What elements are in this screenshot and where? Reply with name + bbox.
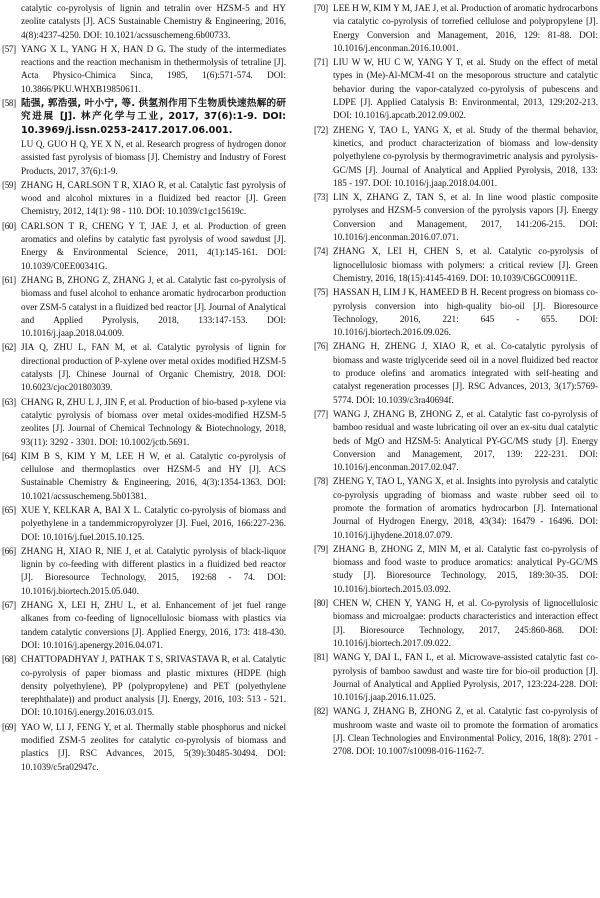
reference-entry xyxy=(314,56,598,122)
reference-number: [57] xyxy=(2,43,16,54)
reference-entry xyxy=(314,408,598,474)
reference-number: [77] xyxy=(314,408,328,419)
reference-text: YANG X L, YANG H X, HAN D G. The study of the intermediates reactions and the reaction mechanism in thethermolysis of tetraline [J]. Acta Physico-Chimica Sinca, 1985, 1(6):571-574. DOI: 10.3866/PKU.WHXB19850611. xyxy=(21,43,286,94)
reference-entry xyxy=(314,543,598,596)
reference-entry xyxy=(314,245,598,285)
reference-number: [76] xyxy=(314,341,328,352)
reference-entry xyxy=(2,599,286,652)
reference-number: [62] xyxy=(2,342,16,353)
reference-text: JIA Q, ZHU L, FAN M, et al. Catalytic pyrolysis of lignin for directional production of P-xylene over metal oxides modified HZSM-5 catalysts [J]. Chinese Journal of Organic Chemistry, 2018. DOI: 10.6023/cjoc201803039. xyxy=(21,342,286,393)
reference-text: CARLSON T R, CHENG Y T, JAE J, et al. Production of green aromatics and olefins by catalytic fast pyrolysis of wood sawdust [J]. Energy & Environmental Science, 2011, 4(1):145-161. DOI: 10.1039/C0EE00341G. xyxy=(21,220,286,271)
reference-number: [61] xyxy=(2,274,16,285)
reference-entry xyxy=(2,721,286,774)
reference-entry xyxy=(314,651,598,704)
reference-text: KIM B S, KIM Y M, LEE H W, et al. Catalytic co-pyrolysis of cellulose and thermoplastics over HZSM-5 and HY [J]. ACS Sustainable Chemistry & Engineering, 2016, 4(3):1354-1363. DOI: 10.1021/acssuschemeng.5b01381. xyxy=(21,450,286,501)
reference-entry xyxy=(2,97,286,137)
reference-entry xyxy=(314,286,598,339)
reference-column-left xyxy=(2,2,286,775)
reference-number: [67] xyxy=(2,600,16,611)
reference-text: 陆强, 郭浩强, 叶小宁, 等. 供氢剂作用下生物质快速热解的研究进展 [J]. 林产化学与工业, 2017, 37(6):1-9. DOI: 10.3969/j.issn.0253-2417.2017.06.001. xyxy=(21,98,286,136)
reference-entry xyxy=(2,545,286,598)
reference-number: [71] xyxy=(314,57,328,68)
reference-number: [64] xyxy=(2,450,16,461)
reference-entry xyxy=(2,179,286,219)
reference-entry xyxy=(2,504,286,544)
reference-number: [66] xyxy=(2,545,16,556)
reference-entry xyxy=(2,43,286,96)
reference-number: [74] xyxy=(314,246,328,257)
reference-text: ZHANG B, ZHONG Z, MIN M, et al. Catalytic fast co-pyrolysis of biomass and food waste to produce aromatics: analytical Py-GC/MS study [J]. Bioresource Technology, 2015, 189:30-35. DOI: 10.1016/j.biortech.2015.03.092. xyxy=(333,543,598,594)
reference-text: ZHANG H, XIAO R, NIE J, et al. Catalytic pyrolysis of black-liquor lignin by co-feeding with different plastics in a fluidized bed reactor [J]. Bioresource Technology, 2015, 192:68 - 74. DOI: 10.1016/j.biortech.2015.05.040. xyxy=(21,545,286,596)
reference-column-right xyxy=(314,2,598,760)
reference-entry xyxy=(314,597,598,650)
reference-number: [60] xyxy=(2,220,16,231)
reference-text: CHEN W, CHEN Y, YANG H, et al. Co-pyrolysis of lignocellulosic biomass and microalgae: products characteristics and interaction effect [J]. Bioresource Technology, 2017, 245:860-868. DOI: 10.1016/j.biortech.2017.09.022. xyxy=(333,598,598,648)
reference-entry xyxy=(314,705,598,758)
reference-entry xyxy=(314,2,598,55)
reference-text: LEE H W, KIM Y M, JAE J, et al. Production of aromatic hydrocarbons via catalytic co-pyrolysis of torrefied cellulose and polypropylene [J]. Energy Conversion and Management, 2016, 129: 81-88. DOI: 10.1016/j.enconman.2016.10.001. xyxy=(333,3,598,53)
reference-number: [69] xyxy=(2,721,16,732)
reference-entry xyxy=(314,475,598,541)
reference-text: ZHENG Y, TAO L, YANG X, et al. Study of the thermal behavior, kinetics, and product characterization of biomass and low-density polyethylene co-pyrolysis by thermogravimetric analysis and pyrolysis-GC/MS [J]. Journal of Analytical and Applied Pyrolysis, 2018, 133: 185 - 197. DOI: 10.1016/j.jaap.2018.04.001. xyxy=(333,124,598,188)
reference-number: [80] xyxy=(314,598,328,609)
reference-number: [79] xyxy=(314,543,328,554)
reference-text: LIN X, ZHANG Z, TAN S, et al. In line wood plastic composite pyrolyses and HZSM-5 conversion of the pyrolysis vapors [J]. Energy Conversion and Management, 2017, 141:206-215. DOI: 10.1016/j.enconman.2016.07.071. xyxy=(333,192,598,243)
reference-entry xyxy=(314,124,598,190)
reference-entry xyxy=(2,450,286,503)
reference-text: HASSAN H, LIM J K, HAMEED B H. Recent progress on biomass co-pyrolysis conversion into high-quality bio-oil [J]. Bioresource Technology, 2016, 221: 645 - 655. DOI: 10.1016/j.biortech.2016.09.026. xyxy=(333,287,598,338)
reference-text: CHATTOPADHYAY J, PATHAK T S, SRIVASTAVA R, et al. Catalytic co-pyrolysis of paper biomass and plastic mixtures (HDPE (high density polyethylene), PP (polypropylene) and PET (polyethylene terephthalate)) and product analysis [J]. Energy, 2016, 103: 513 - 521. DOI: 10.1016/j.energy.2016.03.015. xyxy=(21,654,286,718)
reference-number: [75] xyxy=(314,287,328,298)
reference-text: CHANG R, ZHU L J, JIN F, et al. Production of bio-based p-xylene via catalytic pyrolysis of biomass over metal oxides-modified HZSM-5 zeolites [J]. Journal of Chemical Technology & Biotechnology, 2018, 93(11): 3292 - 3301. DOI: 10.1002/jctb.5691. xyxy=(21,396,286,447)
reference-text: WANG J, ZHANG B, ZHONG Z, et al. Catalytic fast co-pyrolysis of bamboo residual and waste lubricating oil over an ex-situ dual catalytic beds of MgO and HZSM-5: Analytical PY-GC/MS study [J]. Energy Conversion and Management, 2017, 139: 222-231. DOI: 10.1016/j.enconman.2017.02.047. xyxy=(333,408,598,473)
reference-entry xyxy=(314,191,598,244)
reference-text: LIU W W, HU C W, YANG Y T, et al. Study on the effect of metal types in (Me)-Al-MCM-41 on the mesoporous structure and catalytic behavior during the vapor-catalyzed co-pyrolysis of pubescens and LDPE [J]. Applied Catalysis B: Environmental, 2013, 129:202-213. DOI: 10.1016/j.apcatb.2012.09.002. xyxy=(333,57,598,121)
reference-text: ZHANG B, ZHONG Z, ZHANG J, et al. Catalytic fast co-pyrolysis of biomass and fusel alcohol to enhance aromatic hydrocarbon production over ZSM-5 catalyst in a fluidized bed reactor [J]. Journal of Analytical and Applied Pyrolysis, 2018, 133:147-153. DOI: 10.1016/j.jaap.2018.04.009. xyxy=(21,274,286,339)
reference-continuation: catalytic co-pyrolysis of lignin and tetralin over HZSM-5 and HY zeolite catalysts [J]. ACS Sustainable Chemistry & Engineering, 2016, 4(8):4237-4250. DOI: 10.1021/acssuschemeng.6b00733. xyxy=(21,3,286,40)
reference-text: ZHANG X, LEI H, CHEN S, et al. Catalytic co-pyrolysis of lignocellulosic biomass with polymers: a critical review [J]. Green Chemistry, 2016, 18(15):4145-4169. DOI: 10.1039/C6GC00911E. xyxy=(333,246,598,283)
reference-entry xyxy=(314,340,598,406)
reference-number: [72] xyxy=(314,124,328,135)
reference-number: [70] xyxy=(314,3,328,13)
reference-number: [58] xyxy=(2,98,16,109)
reference-entry xyxy=(2,220,286,273)
reference-text: ZHANG X, LEI H, ZHU L, et al. Enhancement of jet fuel range alkanes from co-feeding of lignocellulosic biomass with plastics via tandem catalytic conversions [J]. Applied Energy, 2016, 173: 418-430. DOI: 10.1016/j.apenergy.2016.04.071. xyxy=(21,600,286,650)
reference-number: [68] xyxy=(2,654,16,665)
reference-text: ZHANG H, ZHENG J, XIAO R, et al. Co-catalytic pyrolysis of biomass and waste triglyceride seed oil in a novel fluidized bed reactor to produce olefins and aromatics integrated with self-heating and catalyst regeneration processes [J]. RSC Advances, 2013, 3(17):5769-5774. DOI: 10.1039/c3ra40694f. xyxy=(333,341,598,405)
reference-number: [59] xyxy=(2,179,16,190)
reference-entry xyxy=(2,653,286,719)
reference-text: ZHENG Y, TAO L, YANG X, et al. Insights into pyrolysis and catalytic co-pyrolysis upgrading of biomass and waste rubber seed oil to promote the formation of aromatics hydrocarbon [J]. International Journal of Hydrogen Energy, 2018, 43(34): 16479 - 16496. DOI: 10.1016/j.ijhydene.2018.07.079. xyxy=(333,476,598,540)
reference-continuation: LU Q, GUO H Q, YE X N, et al. Research progress of hydrogen donor assisted fast pyrolysis of biomass [J]. Chemistry and Industry of Forest Products, 2017, 37(6):1-9. xyxy=(21,138,286,176)
reference-entry xyxy=(2,396,286,449)
reference-text: WANG Y, DAI L, FAN L, et al. Microwave-assisted catalytic fast co-pyrolysis of bamboo sawdust and waste tire for bio-oil production [J]. Journal of Analytical and Applied Pyrolysis, 2017, 123:224-228. DOI: 10.1016/j.jaap.2016.11.025. xyxy=(333,652,598,703)
reference-number: [73] xyxy=(314,192,328,203)
reference-text: XUE Y, KELKAR A, BAI X L. Catalytic co-pyrolysis of biomass and polyethylene in a tandemmicropyrolyzer [J]. Fuel, 2016, 166:227-236. DOI: 10.1016/j.fuel.2015.10.125. xyxy=(21,504,286,542)
reference-number: [65] xyxy=(2,504,16,515)
reference-number: [81] xyxy=(314,652,328,663)
reference-number: [78] xyxy=(314,476,328,487)
reference-text: YAO W, LI J, FENG Y, et al. Thermally stable phosphorus and nickel modified ZSM-5 zeolites for catalytic co-pyrolysis of biomass and plastics [J]. RSC Advances, 2015, 5(39):30485-30494. DOI: 10.1039/c5ra02947c. xyxy=(21,721,286,772)
reference-number: [63] xyxy=(2,396,16,407)
reference-entry xyxy=(2,341,286,394)
reference-number: [82] xyxy=(314,706,328,717)
reference-text: WANG J, ZHANG B, ZHONG Z, et al. Catalytic fast co-pyrolysis of mushroom waste and waste oil to promote the formation of aromatics [J]. Clean Technologies and Environmental Policy, 2016, 18(8): 2701 - 2708. DOI: 10.1007/s10098-016-1162-7. xyxy=(333,706,598,757)
reference-text: ZHANG H, CARLSON T R, XIAO R, et al. Catalytic fast pyrolysis of wood and alcohol mixtures in a fluidized bed reactor [J]. Green Chemistry, 2012, 14(1): 98 - 110. DOI: 10.1039/c1gc15619c. xyxy=(21,179,286,217)
reference-entry xyxy=(2,274,286,340)
